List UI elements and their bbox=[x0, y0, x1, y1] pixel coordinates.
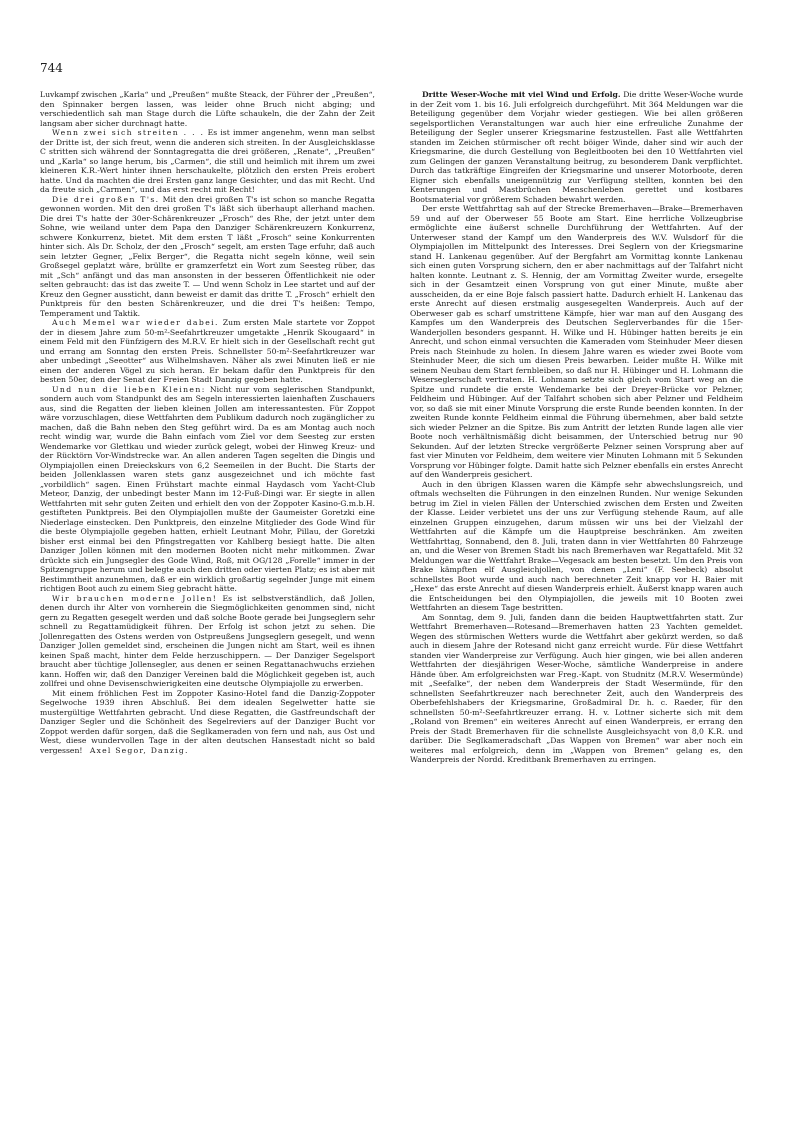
paragraph: Luvkampf zwischen „Karla“ und „Preußen“ mußte Steack, der Führer der „Preußen“, den Spinnaker bergen lassen, was leider ohne Bruch nicht abging; und verschiedentlich sah man Stage durch die Lüfte schaukeln, die der Zahn der Zeit langsam aber sicher durchnagt hatte. bbox=[40, 90, 375, 128]
paragraph: Die drei großen T's. Mit den drei großen T's ist schon so manche Regatta gewonnen worden. Mit den drei großen T's läßt sich überhaupt allerhand machen. Die drei T's hatte der 30er-Schärenkreuzer „Frosch“ des Rhe, der jetzt unter dem Sohne, wie weiland unter dem Papa den Danziger Schärenkreuzern Konkurrenz, schwere Konkurrenz, bietet. Mit dem ersten T läßt „Frosch“ seine Konkurrenten hinter sich. Als Dr. Scholz, der den „Frosch“ segelt, am ersten Tage erfuhr, daß auch sein letzter Gegner, „Felix Berger“, die Regatta nicht segeln könne, weil sein Großsegel geplatzt wäre, brüllte er gramzerfetzt ein Wort zum Seesteg rüber, das mit „Sch“ anfängt und das man ansonsten in der besseren Öffentlichkeit nie oder selten gebraucht: das ist das zweite T. — Und wenn Scholz in Lee startet und auf der Kreuz den Gegner aussticht, dann beweist er damit das dritte T. „Frosch“ erhielt den Punktpreis für den besten Schärenkreuzer, und die drei T's heißen: Tempo, Temperament und Taktik. bbox=[40, 194, 375, 318]
paragraph-lead: Wir brauchen moderne Jollen! bbox=[52, 593, 218, 603]
paragraph-lead: Und nun die lieben Kleinen: bbox=[52, 384, 206, 394]
paragraph-lead: Die drei großen T's. bbox=[52, 194, 160, 204]
paragraph: Dritte Weser-Woche mit viel Wind und Erfolg. Die dritte Weser-Woche wurde in der Zeit vom 1. bis 16. Juli erfolgreich durchgeführt. Mit 364 Meldungen war die Beteiligung gegenüber dem Vorjahr wieder gestiegen. Wie bei allen größeren segelsportlichen Veranstaltungen war auch hier eine erfreuliche Zunahme der Beteiligung der Segler unserer Kriegsmarine festzustellen. Fast alle Wettfahrten standen im Zeichen stürmischer oft recht böiger Winde, daher sind wir auch der Kriegsmarine, die durch Gestellung von Begleitbooten bei den 10 Wettfahrten viel zum Gelingen der ganzen Veranstaltung beitrug, zu besonderem Dank verpflichtet. Durch das tatkräftige Eingreifen der Kriegsmarine und unserer Motorboote, deren Eigner sich ebenfalls uneigennützig zur Verfügung stellten, konnten bei den Kenterungen und Mastbrüchen Menschenleben gerettet und kostbares Bootsmaterial vor größerem Schaden bewahrt werden. bbox=[410, 90, 743, 204]
left-column bbox=[40, 90, 375, 755]
signature: Axel Segor, Danzig. bbox=[89, 745, 189, 755]
article-heading: Dritte Weser-Woche mit viel Wind und Erfolg. bbox=[422, 90, 621, 99]
paragraph: Mit einem fröhlichen Fest im Zoppoter Kasino-Hotel fand die Danzig-Zoppoter Segelwoche 1939 ihren Abschluß. Bei dem idealen Segelwetter hatte sie mustergültige Wettfahrten gebracht. Und diese Regatten, die Gastfreundschaft der Danziger Segler und die Schönheit des Segelreviers auf der Danziger Bucht vor Zoppot werden dafür sorgen, daß die Seglkameraden von fern und nah, aus Ost und West, diese wundervollen Tage in der alten deutschen Hansestadt nicht so bald vergessen! Axel Segor, Danzig. bbox=[40, 688, 375, 755]
right-column bbox=[410, 90, 743, 765]
paragraph: Auch in den übrigen Klassen waren die Kämpfe sehr abwechslungsreich, und oftmals wechselten die Führungen in den einzelnen Runden. Nur wenige Sekunden betrug im Ziel in vielen Fällen der Unterschied zwischen dem Ersten und Zweiten der Klasse. Leider verbietet uns der uns zur Verfügung stehende Raum, auf alle einzelnen Gruppen einzugehen, darum müssen wir uns bei der Vielzahl der Wettfahrten auf die Kämpfe um die Hauptpreise beschränken. Am zweiten Wettfahrttag, Sonnabend, den 8. Juli, traten dann in vier Wettfahrten 80 Fahrzeuge an, und die Weser von Bremen Stadt bis nach Bremerhaven war Regattafeld. Mit 32 Meldungen war die Wettfahrt Brake—Vegesack am besten besetzt. Um den Preis von Brake kämpften elf Ausgleichjollen, von denen „Leni“ (F. Seebeck) absolut schnellstes Boot wurde und auch nach berechneter Zeit knapp vor H. Baier mit „Hexe“ das erste Anrecht auf diesen Wanderpreis erhielt. Äußerst knapp waren auch die Entscheidungen bei den Olympiajollen, die jeweils mit 10 Booten zwei Wettfahrten an diesem Tage bestritten. bbox=[410, 479, 743, 612]
paragraph-lead: Auch Memel war wieder dabei. bbox=[52, 318, 219, 327]
paragraph-lead: Wenn zwei sich streiten . . . bbox=[52, 128, 205, 137]
paragraph: Und nun die lieben Kleinen: Nicht nur vom seglerischen Standpunkt, sondern auch vom Standpunkt des am Segeln interessierten laienhaften Zuschauers aus, sind die Regatten der lieben kleinen Jollen am interessantesten. Für Zoppot wäre vorzuschlagen, diese Wettfahrten dem Publikum dadurch noch zugänglicher zu machen, daß die Bahn neben den Steg geführt wird. Da es am Montag auch noch recht windig war, wurde die Bahn einfach vom Ziel vor dem Seesteg zur ersten Wendemarke vor Glettkau und wieder zurück gelegt, wobei der Hinweg Kreuz- und der Rücktörn Vor-Windstrecke war. An allen anderen Tagen segelten die Dingis und Olympiajollen einen Dreieckskurs von 6,2 Seemeilen in der Bucht. Die Starts der beiden Jollenklassen waren stets ganz ausgezeichnet und ich möchte fast „vorbildlich“ sagen. Einen Frühstart machte einmal Haydasch vom Yacht-Club Meteor, Danzig, der unbedingt bester Mann im 12-Fuß-Dingi war. Er siegte in allen Wettfahrten mit sehr guten Zeiten und erhielt den von der Zoppoter Kasino-G.m.b.H. gestifteten Punktpreis. Bei den Olympiajollen mußte der Gaumeister Goretzki eine Niederlage einstecken. Den Punktpreis, den einzelne Mitglieder des Gode Wind für die beste Olympiajolle gegeben hatten, erhielt Leutnant Mohr, Pillau, der Goretzki bisher erst einmal bei den Pfingstregatten vor Kahlberg besiegt hatte. Die alten Danziger Jollen können mit den modernen Booten nicht mehr mitkommen. Zwar drückte sich ein Jungsegler des Gode Wind, Roß, mit OG/128 „Forelle“ immer in der Spitzengruppe herum und belegte auch den dritten oder vierten Platz; es ist aber mit Bestimmtheit anzunehmen, daß er ein wirklich großartig segelnder Junge mit einem richtigen Boot auch zu einem Sieg gebracht hätte. bbox=[40, 384, 375, 593]
paragraph: Wir brauchen moderne Jollen! Es ist selbstverständlich, daß Jollen, denen durch ihr Alter von vornherein die Siegmöglichkeiten genommen sind, nicht gern zu Regatten gesegelt werden und daß solche Boote gerade bei Jungseglern sehr schnell zu Regattamüdigkeit führen. Der Erfolg ist schon jetzt zu sehen. Die Jollenregatten des Ostens werden von Ostpreußens Jungseglern gesegelt, und wenn Danziger Jollen gemeldet sind, erscheinen die Jungen nicht am Start, weil es ihnen keinen Spaß macht, hinter dem Felde herzuschippern. — Der Danziger Segelsport braucht aber tüchtige Jollensegler, aus denen er seinen Regattanachwuchs erziehen kann. Hoffen wir, daß den Danziger Vereinen bald die Möglichkeit gegeben ist, auch zollfrei und ohne Devisenschwierigkeiten eine deutsche Olympiajolle zu erwerben. bbox=[40, 593, 376, 688]
paragraph: Der erste Wettfahrttag sah auf der Strecke Bremerhaven—Brake—Bremerhaven 59 und auf der Oberweser 55 Boote am Start. Eine herrliche Vollzeugbrise ermöglichte eine äußerst schnelle Durchführung der Wettfahrten. Auf der Unterweser stand der Kampf um den Wanderpreis des W.V. Wulsdorf für die Olympiajollen im Mittelpunkt des Interesses. Drei Seglern von der Kriegsmarine stand H. Lankenau gegenüber. Auf der Bergfahrt am Vormittag konnte Lankenau sich einen guten Vorsprung sichern, den er aber nachmittags auf der Talfahrt nicht halten konnte. Leutnant z. S. Hennig, der am Vormittag Zweiter wurde, ersegelte sich in der Gesamtzeit einen Vorsprung von gut einer Minute, mußte aber ausscheiden, da er eine Boje falsch passiert hatte. Dadurch erhielt H. Lankenau das erste Anrecht auf diesen erstmalig ausgesegelten Wanderpreis. Auch auf der Oberweser gab es scharf umstrittene Kämpfe, hier war man auf den Ausgang des Kampfes um den Wanderpreis des Deutschen Seglerverbandes für die 15er-Wanderjollen besonders gespannt. H. Wilke und H. Hübinger hatten bereits je ein Anrecht, und schon einmal versuchten die Kameraden vom Steinhuder Meer diesen Preis nach Steinhude zu holen. In diesem Jahre waren es wieder zwei Boote vom Steinhuder Meer, die sich um diesen Preis bewarben. Leider mußte H. Wilke mit seinem Neubau dem Start fernbleiben, so daß nur H. Hübinger und H. Lohmann die Weserseglerschaft vertraten. H. Lohmann setzte sich gleich vom Start weg an die Spitze und rundete die erste Wendemarke bei der Dreyer-Brücke vor Pelzner, Feldheim und Hübinger. Auf der Talfahrt schoben sich aber Pelzner und Feldheim vor, so daß sie mit einer Minute Vorsprung die erste Runde beenden konnten. In der zweiten Runde konnte Feldheim einmal die Führung übernehmen, aber bald setzte sich wieder Pelzner an die Spitze. Bis zum Antritt der letzten Runde lagen alle vier Boote noch verhältnismäßig dicht beisammen, der Unterschied betrug nur 90 Sekunden. Auf der letzten Strecke vergrößerte Pelzner seinen Vorsprung aber auf fast vier Minuten vor Feldheim, dem weitere vier Minuten Lohmann mit 5 Sekunden Vorsprung vor Hübinger folgte. Damit hatte sich Pelzner ebenfalls ein erstes Anrecht auf den Wanderpreis gesichert. bbox=[410, 204, 743, 479]
paragraph: Wenn zwei sich streiten . . . Es ist immer angenehm, wenn man selbst der Dritte ist, der sich freut, wenn die anderen sich streiten. In der Ausgleichsklasse C stritten sich während der Sonntagregatta die drei größeren, „Renate“, „Preußen“ und „Karla“ so lange herum, bis „Carmen“, die still und heimlich mit ihrem um zwei kleineren K.R.-Wert hinter ihnen herschaukelte, plötzlich den ersten Preis erobert hatte. Und da machten die drei Ersten ganz lange Gesichter, und das mit Recht. Und da freute sich „Carmen“, und das erst recht mit Recht! bbox=[40, 128, 375, 194]
page-number: 744 bbox=[40, 61, 63, 75]
paragraph: Am Sonntag, dem 9. Juli, fanden dann die beiden Hauptwettfahrten statt. Zur Wettfahrt Bremerhaven—Rotesand—Bremerhaven hatten 23 Yachten gemeldet. Wegen des stürmischen Wetters wurde die Wettfahrt aber gekürzt werden, so daß auch in diesem Jahre der Rotesand nicht ganz erreicht wurde. Für diese Wettfahrt standen vier Wanderpreise zur Verfügung. Auch hier gingen, wie bei allen anderen Wettfahrten der diesjährigen Weser-Woche, sämtliche Wanderpreise in andere Hände über. Am erfolgreichsten war Freg.-Kapt. von Studnitz (M.R.V. Wesermünde) mit „Seefalke“, der neben dem Wanderpreis der Stadt Wesermünde, für den schnellsten Seefahrtkreuzer nach berechneter Zeit, auch den Wanderpreis des Oberbefehlshabers der Kriegsmarine, Großadmiral Dr. h. c. Raeder, für den schnellsten 50-m²-Seefahrtkreuzer errang. H. v. Lottner sicherte sich mit dem „Roland von Bremen“ ein weiteres Anrecht auf einen Wanderpreis, er errang den Preis der Stadt Bremerhaven für die schnellste Ausgleichsyacht von 8,0 K.R. und darüber. Die Seglkameradschaft „Das Wappen von Bremen“ war aber noch ein weiteres mal erfolgreich, denn im „Wappen von Bremen“ gelang es, den Wanderpreis der Nordd. Kreditbank Bremerhaven zu erringen. bbox=[410, 612, 743, 764]
paragraph: Auch Memel war wieder dabei. Zum ersten Male startete vor Zoppot der in diesem Jahre zum 50-m²-Seefahrtkreuzer umgetakte „Henrik Skougaard“ in einem Feld mit den Fünfzigern des M.R.V. Er hielt sich in der Gesellschaft recht gut und errang am Sonntag den ersten Preis. Schnellster 50-m²-Seefahrtkreuzer war aber unbedingt „Seeotter“ aus Wilhelmshaven. Näher als zwei Minuten ließ er nie einen der anderen Vögel zu sich heran. Er bekam dafür den Punktpreis für den besten 50er, den der Senat der Freien Stadt Danzig gegeben hatte. bbox=[40, 318, 375, 384]
